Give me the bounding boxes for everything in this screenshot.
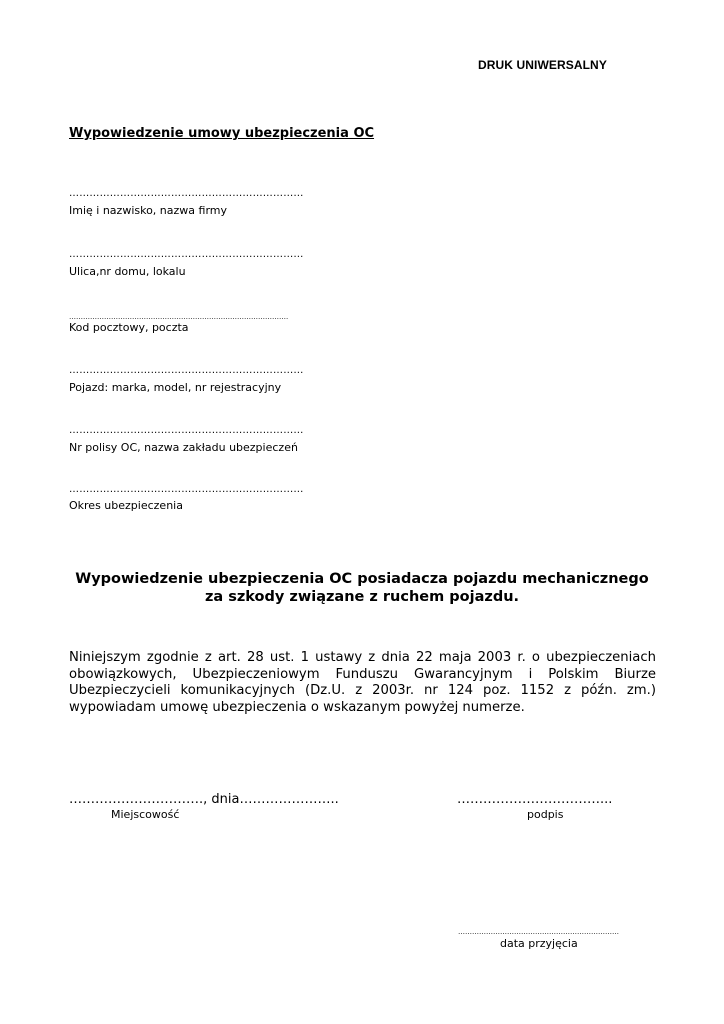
signature-line: ……………………………... [457,792,613,807]
postal-field-line: …………………………………………………………………………………. [69,313,289,321]
main-heading [0,570,724,606]
policy-field-label: Nr polisy OC, nazwa zakładu ubezpieczeń [69,441,298,454]
place-date-line: …………………………., dnia………………….. [69,792,339,807]
policy-field-line: …………………………………………………………… [69,425,304,436]
signature-label: podpis [527,808,564,821]
main-heading-line-1: Wypowiedzenie ubezpieczenia OC posiadacza pojazdu mechanicznego [75,571,649,587]
vehicle-field-label: Pojazd: marka, model, nr rejestracyjny [69,381,282,394]
name-field-label: Imię i nazwisko, nazwa firmy [69,204,228,217]
receipt-date-label: data przyjęcia [500,937,578,950]
street-field-label: Ulica,nr domu, lokalu [69,265,186,278]
period-field-label: Okres ubezpieczenia [69,499,183,512]
period-field-line: …………………………………………………………… [69,484,304,495]
document-title: Wypowiedzenie umowy ubezpieczenia OC [69,126,375,141]
vehicle-field-line: …………………………………………………………… [69,365,304,376]
postal-field-label: Kod pocztowy, poczta [69,321,189,334]
name-field-line: …………………………………………………………… [69,188,304,199]
street-field-line: …………………………………………………………… [69,249,304,260]
receipt-date-line: …………………………………………………………… [458,928,619,936]
place-label: Miejscowość [111,808,180,821]
main-heading-line-2: za szkody związane z ruchem pojazdu. [204,589,520,605]
form-type-label: DRUK UNIWERSALNY [478,58,607,72]
body-paragraph: Niniejszym zgodnie z art. 28 ust. 1 ustawy z dnia 22 maja 2003 r. o ubezpieczeniach obowiązkowych, Ubezpieczeniowym Funduszu Gwarancyjnym i Polskim Biurze Ubezpieczycieli komunikacyjnych (Dz.U. z 2003r. nr 124 poz. 1152 z późn. zm.) wypowiadam umowę ubezpieczenia o wskazanym powyżej numerze. [69,650,656,715]
